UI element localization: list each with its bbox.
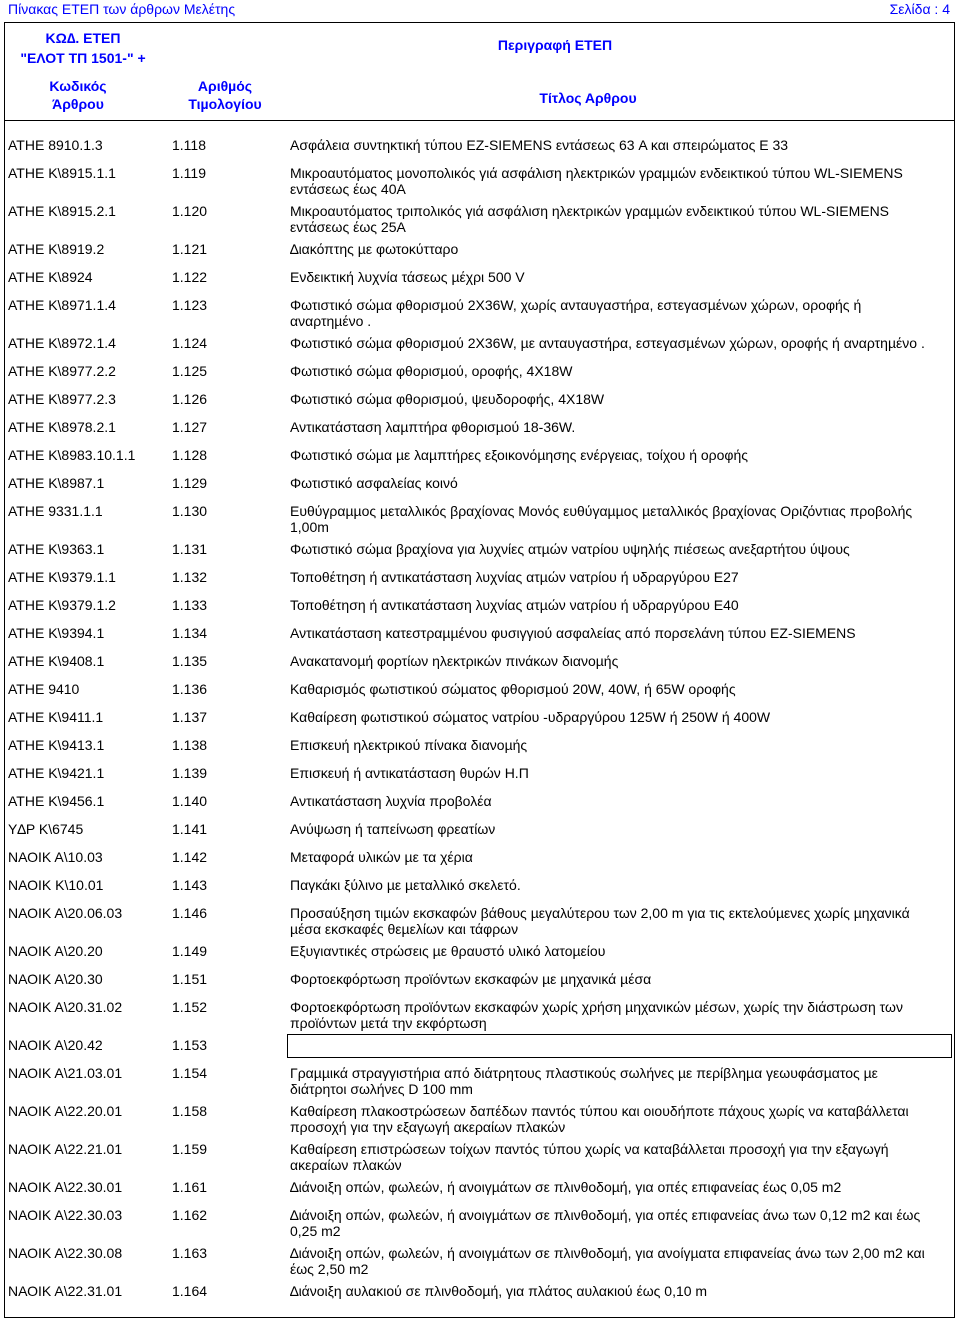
invoice-number: 1.164 [172,1283,208,1299]
article-title [290,447,952,463]
table-row [5,1179,954,1207]
article-title [290,363,952,379]
article-code: ΑΤΗΕ Κ\9456.1 [8,793,105,809]
article-title-line: προϊόντων µετά την εκφόρτωση [290,1015,487,1031]
column-header-etep-code: ΚΩ∆. ΕΤΕΠ [45,30,121,46]
article-title-line: προσοχή για την εξαγωγή ακεραίων πλακών [290,1119,566,1135]
page-title: Πίνακας ΕΤΕΠ των άρθρων Μελέτης [8,1,236,17]
table-row [5,905,954,943]
article-title-line: Φορτοεκφόρτωση προϊόντων εκσκαφών χωρίς χρήση µηχανικών µέσων, χωρίς την διάστρωση των [290,999,903,1015]
article-code: ΝΑΟΙΚ Α\22.30.01 [8,1179,123,1195]
invoice-number: 1.141 [172,821,208,837]
table-body [5,137,954,1311]
column-header-article-title: Τίτλος Αρθρου [539,90,637,106]
table-row [5,681,954,709]
invoice-number: 1.118 [172,137,206,153]
article-title [290,391,952,407]
article-title-line: Φωτιστικό σώµα µε λαµπτήρες εξοικονόµησης ενέργειας, τοίχου ή οροφής [290,447,749,463]
article-title-line: Προσαύξηση τιµών εκσκαφών βάθους µεγαλύτερου των 2,00 m για τις εκτελούµενες χωρίς µηχανικά [290,905,910,921]
article-title-line: Ενδεικτική λυχνία τάσεως µέχρι 500 V [290,269,525,285]
article-title-line: Μεταφορά υλικών µε τα χέρια [290,849,473,865]
article-title [290,681,952,697]
article-title-line: Φορτοεκφόρτωση προϊόντων εκσκαφών µε µηχανικά µέσα [290,971,652,987]
article-title-line: Ανακατανοµή φορτίων ηλεκτρικών πινάκων διανοµής [290,653,619,669]
article-title-line: ∆ιάνοιξη οπών, φωλεών, ή ανοιγµάτων σε πλινθοδοµή, για οπές επιφανείας έως 0,05 m2 [290,1179,842,1195]
table-row [5,475,954,503]
invoice-number: 1.161 [172,1179,208,1195]
table-row [5,849,954,877]
table-row [5,597,954,625]
invoice-number: 1.126 [172,391,208,407]
table-row [5,363,954,391]
article-code: ΑΤΗΕ Κ\9421.1 [8,765,105,781]
article-code: ΝΑΟΙΚ Α\20.06.03 [8,905,123,921]
table-row [5,971,954,999]
article-code: ΑΤΗΕ 9331.1.1 [8,503,103,519]
articles-table [4,22,955,1318]
article-title-line: Αντικατάσταση κατεστραµµένου φυσιγγιού ασφαλείας από πορσελάνη τύπου EZ-SIEMENS [290,625,856,641]
article-title [290,475,952,491]
table-row [5,503,954,541]
invoice-number: 1.154 [172,1065,208,1081]
table-row [5,877,954,905]
invoice-number: 1.121 [172,241,208,257]
table-row [5,765,954,793]
article-title [290,905,952,937]
table-row [5,419,954,447]
invoice-number: 1.134 [172,625,208,641]
article-title [290,793,952,809]
article-code: ΑΤΗΕ Κ\9408.1 [8,653,105,669]
article-title-line: ∆ιακόπτης µε φωτοκύτταρο [290,241,459,257]
invoice-number: 1.122 [172,269,208,285]
article-title [290,765,952,781]
article-title [290,269,952,285]
article-code: ΑΤΗΕ Κ\8919.2 [8,241,105,257]
table-row [5,241,954,269]
invoice-number: 1.142 [172,849,208,865]
header-divider [5,120,954,121]
invoice-number: 1.143 [172,877,208,893]
article-code: ΑΤΗΕ Κ\9394.1 [8,625,105,641]
article-title [290,849,952,865]
page-number-label: Σελίδα : 4 [889,1,950,17]
article-code: ΝΑΟΙΚ Α\20.31.02 [8,999,123,1015]
invoice-number: 1.130 [172,503,208,519]
article-title-line: Φωτιστικό σώµα φθορισµού, οροφής, 4Χ18W [290,363,573,379]
table-row [5,653,954,681]
article-code: ΝΑΟΙΚ Α\20.42 [8,1037,103,1053]
article-code: ΑΤΗΕ Κ\8971.1.4 [8,297,116,313]
table-row [5,999,954,1037]
article-code: ΝΑΟΙΚ Α\10.03 [8,849,103,865]
article-code: ΑΤΗΕ Κ\8977.2.2 [8,363,116,379]
article-title [290,241,952,257]
article-title [290,419,952,435]
invoice-number: 1.125 [172,363,208,379]
article-code: ΝΑΟΙΚ Α\22.30.08 [8,1245,123,1261]
article-code: ΑΤΗΕ Κ\8987.1 [8,475,105,491]
article-title-line: Επισκευή ή αντικατάσταση θυρών Η.Π [290,765,529,781]
article-title [290,1207,952,1239]
article-title [290,1141,952,1173]
column-header-article-code: Κωδικός [49,78,107,94]
invoice-number: 1.140 [172,793,208,809]
invoice-number: 1.123 [172,297,208,313]
table-row [5,1141,954,1179]
article-code: ΑΤΗΕ Κ\8983.10.1.1 [8,447,136,463]
article-code: ΑΤΗΕ Κ\9413.1 [8,737,105,753]
article-code: ΝΑΟΙΚ Κ\10.01 [8,877,104,893]
article-title [290,503,952,535]
invoice-number: 1.119 [172,165,206,181]
article-title-line: Τοποθέτηση ή αντικατάσταση λυχνίας ατµών νατρίου ή υδραργύρου Ε27 [290,569,739,585]
invoice-number: 1.163 [172,1245,208,1261]
invoice-number: 1.137 [172,709,208,725]
article-title-line: Καθαίρεση φωτιστικού σώµατος νατρίου -υδραργύρου 125W ή 250W ή 400W [290,709,771,725]
table-row [5,203,954,241]
article-title-line: Φωτιστικό σώµα βραχίονα για λυχνίες ατµών νατρίου υψηλής πιέσεως ανεξαρτήτου ύψους [290,541,850,557]
table-row [5,297,954,335]
article-title [290,335,952,351]
article-title-line: Επισκευή ηλεκτρικού πίνακα διανοµής [290,737,528,753]
table-row [5,569,954,597]
article-title-line: Μικροαυτόµατος τριπολικός γιά ασφάλιση ηλεκτρικών γραµµών ενδεικτικού τύπου WL-SIEMENS [290,203,890,219]
invoice-number: 1.153 [172,1037,208,1053]
article-title [290,653,952,669]
article-title [290,297,952,329]
invoice-number: 1.129 [172,475,208,491]
article-title-line: Παγκάκι ξύλινο µε µεταλλικό σκελετό. [290,877,521,893]
table-row [5,335,954,363]
table-row [5,709,954,737]
article-code: ΝΑΟΙΚ Α\20.30 [8,971,103,987]
article-title-line: Εξυγιαντικές στρώσεις µε θραυστό υλικό λατοµείου [290,943,606,959]
article-code: ΑΤΗΕ Κ\8915.2.1 [8,203,116,219]
article-title-line: µέσα εκσκαφές θεµελίων και τάφρων [290,921,519,937]
invoice-number: 1.149 [172,943,208,959]
table-row [5,541,954,569]
table-row [5,1037,954,1065]
article-code: ΝΑΟΙΚ Α\20.20 [8,943,103,959]
article-title-line: διάτρητοι σωλήνες D 100 mm [290,1081,473,1097]
invoice-number: 1.158 [172,1103,208,1119]
article-title-line: Αντικατάσταση λαµπτήρα φθορισµού 18-36W. [290,419,576,435]
article-title [290,137,952,153]
column-header-invoice-number: Αριθµός [197,78,253,94]
article-code: ΝΑΟΙΚ Α\21.03.01 [8,1065,123,1081]
article-title [290,203,952,235]
article-title-line: Αντικατάσταση λυχνία προβολέα [290,793,492,809]
article-title-line: Φωτιστικό σώµα φθορισµού 2Χ36W, χωρίς ανταυγαστήρα, εστεγασµένων χώρων, οροφής ή [290,297,862,313]
article-title [290,709,952,725]
invoice-number: 1.135 [172,653,208,669]
table-row [5,1207,954,1245]
article-title [290,625,952,641]
article-title-line: εντάσεως έως 40Α [290,181,406,197]
article-title-line: αναρτηµένο . [290,313,372,329]
table-row [5,1065,954,1103]
article-title-line: 1,00m [290,519,329,535]
article-title-line: Μικροαυτόµατος µονοπολικός γιά ασφάλιση ηλεκτρικών γραµµών ενδεικτικού τύπου WL-SIEMENS [290,165,903,181]
table-row [5,137,954,165]
article-title-line: Φωτιστικό σώµα φθορισµού 2Χ36W, µε ανταυγαστήρα, εστεγασµένων χώρων, οροφής ή αναρτηµένο . [290,335,925,351]
table-row [5,737,954,765]
invoice-number: 1.159 [172,1141,208,1157]
table-row [5,447,954,475]
column-header-article-code-line2: Άρθρου [52,96,104,112]
article-code: ΝΑΟΙΚ Α\22.20.01 [8,1103,123,1119]
article-title [290,943,952,959]
article-title [290,971,952,987]
article-title [290,597,952,613]
article-code: ΑΤΗΕ Κ\8924 [8,269,93,285]
article-title [290,1179,952,1195]
article-title-line: ∆ιάνοιξη οπών, φωλεών, ή ανοιγµάτων σε πλινθοδοµή, για ανοίγµατα επιφανείας άνω των 2,00 m2 και [290,1245,925,1261]
article-title [290,821,952,837]
article-title-line: ακεραίων πλακών [290,1157,402,1173]
article-code: ΑΤΗΕ Κ\9411.1 [8,709,104,725]
invoice-number: 1.139 [172,765,208,781]
article-code: ΑΤΗΕ Κ\8977.2.3 [8,391,116,407]
article-title-line: Καθαίρεση πλακοστρώσεων δαπέδων παντός τύπου και οιουδήποτε πάχους χωρίς να καταβάλλεται [290,1103,909,1119]
article-title [290,877,952,893]
article-title [290,165,952,197]
empty-title-cell [287,1034,952,1058]
article-title-line: Φωτιστικό ασφαλείας κοινό [290,475,458,491]
column-header-etep-standard: "ΕΛΟΤ ΤΠ 1501-" + [20,50,146,66]
article-title-line: Γραµµικά στραγγιστήρια από διάτρητους πλαστικούς σωλήνες µε περίβληµα γεωυφάσµατος µε [290,1065,878,1081]
article-title-line: Τοποθέτηση ή αντικατάσταση λυχνίας ατµών νατρίου ή υδραργύρου Ε40 [290,597,739,613]
table-row [5,1283,954,1311]
column-header-invoice-number-line2: Τιµολογίου [188,96,262,112]
article-code: ΑΤΗΕ 9410 [8,681,80,697]
article-code: Υ∆Ρ Κ\6745 [8,821,84,837]
article-title [290,1283,952,1299]
invoice-number: 1.124 [172,335,208,351]
article-code: ΝΑΟΙΚ Α\22.30.03 [8,1207,123,1223]
table-row [5,625,954,653]
article-title-line: Ανύψωση ή ταπείνωση φρεατίων [290,821,496,837]
table-row [5,821,954,849]
article-code: ΑΤΗΕ Κ\8972.1.4 [8,335,116,351]
article-code: ΝΑΟΙΚ Α\22.31.01 [8,1283,123,1299]
table-row [5,1245,954,1283]
article-code: ΑΤΗΕ Κ\8978.2.1 [8,419,116,435]
article-title [290,569,952,585]
invoice-number: 1.146 [172,905,208,921]
article-title-line: Καθαρισµός φωτιστικού σώµατος φθορισµού 20W, 40W, ή 65W οροφής [290,681,736,697]
article-title-line: ∆ιάνοιξη αυλακιού σε πλινθοδοµή, για πλάτος αυλακιού έως 0,10 m [290,1283,708,1299]
article-code: ΑΤΗΕ 8910.1.3 [8,137,103,153]
table-row [5,165,954,203]
article-title [290,1065,952,1097]
article-title-line: Φωτιστικό σώµα φθορισµού, ψευδοροφής, 4Χ18W [290,391,605,407]
invoice-number: 1.152 [172,999,208,1015]
table-row [5,793,954,821]
article-title-line: 0,25 m2 [290,1223,341,1239]
table-row [5,943,954,971]
article-title-line: έως 2,50 m2 [290,1261,369,1277]
article-title-line: Ευθύγραµµος µεταλλικός βραχίονας Μονός ευθύγαµµος µεταλλικός βραχίονας Οριζόντιας προβολής [290,503,913,519]
article-title-line: Ασφάλεια συντηκτική τύπου EZ-SIEMENS εντάσεως 63 A και σπειρώµατος E 33 [290,137,789,153]
invoice-number: 1.127 [172,419,208,435]
table-row [5,391,954,419]
invoice-number: 1.133 [172,597,208,613]
invoice-number: 1.136 [172,681,208,697]
article-code: ΝΑΟΙΚ Α\22.21.01 [8,1141,123,1157]
article-title [290,1103,952,1135]
invoice-number: 1.120 [172,203,208,219]
invoice-number: 1.162 [172,1207,208,1223]
article-title [290,999,952,1031]
table-row [5,1103,954,1141]
article-title-line: εντάσεως έως 25Α [290,219,406,235]
table-row [5,269,954,297]
column-header-etep-description: Περιγραφή ΕΤΕΠ [497,37,613,53]
article-code: ΑΤΗΕ Κ\9363.1 [8,541,105,557]
article-title [290,1245,952,1277]
article-code: ΑΤΗΕ Κ\9379.1.2 [8,597,116,613]
article-code: ΑΤΗΕ Κ\9379.1.1 [8,569,116,585]
invoice-number: 1.131 [172,541,208,557]
article-title-line: ∆ιάνοιξη οπών, φωλεών, ή ανοιγµάτων σε πλινθοδοµή, για οπές επιφανείας άνω των 0,12 m2 και έως [290,1207,921,1223]
invoice-number: 1.151 [172,971,208,987]
article-title-line: Καθαίρεση επιστρώσεων τοίχων παντός τύπου χωρίς να καταβάλλεται προσοχή για την εξαγωγή [290,1141,889,1157]
article-title [290,737,952,753]
invoice-number: 1.138 [172,737,208,753]
article-title [290,541,952,557]
invoice-number: 1.132 [172,569,208,585]
invoice-number: 1.128 [172,447,208,463]
article-code: ΑΤΗΕ Κ\8915.1.1 [8,165,116,181]
